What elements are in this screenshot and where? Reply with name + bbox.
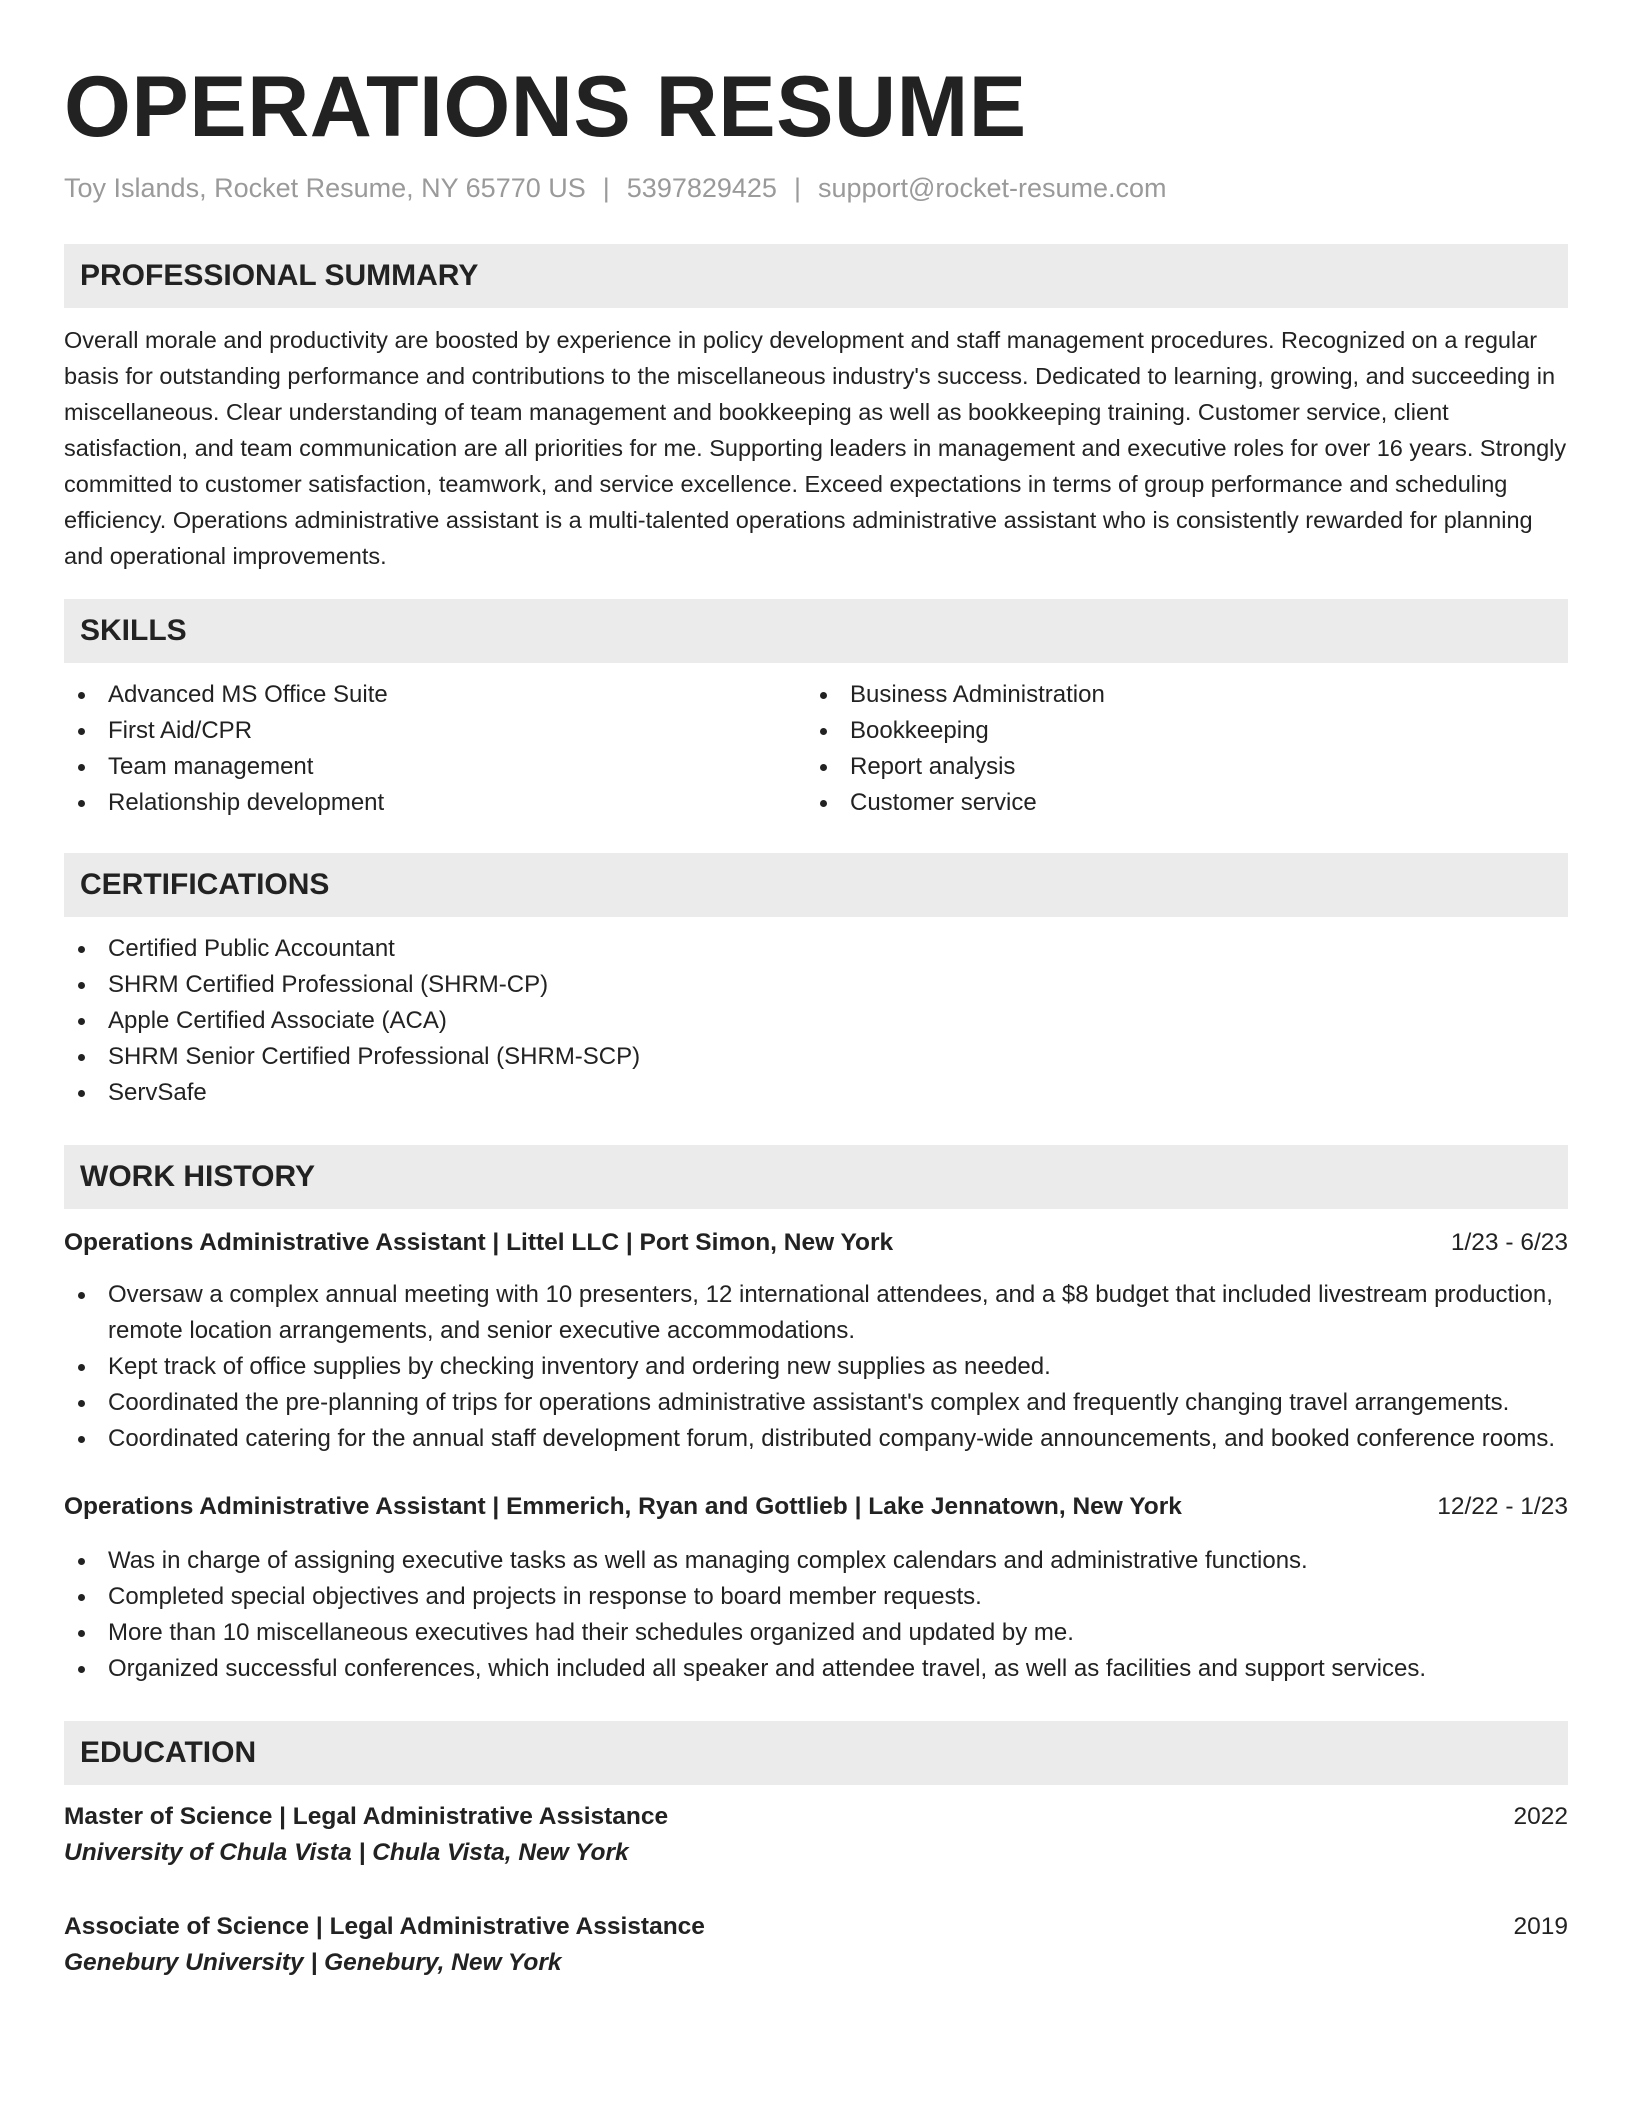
job-bullet: Completed special objectives and projects in response to board member requests. [64, 1579, 1568, 1615]
skill-item: Bookkeeping [806, 713, 1548, 749]
job-title: Operations Administrative Assistant | Littel LLC | Port Simon, New York [64, 1228, 894, 1256]
job-bullet: Oversaw a complex annual meeting with 10 presenters, 12 international attendees, and a $8 budget that included livestream production, remote location arrangements, and senior executive accommodations. [64, 1277, 1568, 1349]
skill-item: Relationship development [64, 785, 806, 821]
job-bullet: More than 10 miscellaneous executives had their schedules organized and updated by me. [64, 1615, 1568, 1651]
skills-grid [64, 677, 1568, 821]
certification-item: ServSafe [64, 1075, 1568, 1111]
job-bullet: Was in charge of assigning executive tasks as well as managing complex calendars and administrative functions. [64, 1543, 1568, 1579]
summary-text: Overall morale and productivity are boosted by experience in policy development and staff management procedures. Recognized on a regular basis for outstanding performance and contributions to the miscellaneous industry's success. Dedicated to learning, growing, and succeeding in miscellaneous. Clear understanding of team management and bookkeeping as well as bookkeeping training. Customer service, client satisfaction, and team communication are all priorities for me. Supporting leaders in management and executive roles for over 16 years. Strongly committed to customer satisfaction, teamwork, and service excellence. Exceed expectations in terms of group performance and scheduling efficiency. Operations administrative assistant is a multi-talented operations administrative assistant who is consistently rewarded for planning and operational improvements. [64, 326, 1567, 569]
contact-address: Toy Islands, Rocket Resume, NY 65770 US [64, 172, 586, 203]
skills-list-left [64, 677, 806, 821]
skill-item: Report analysis [806, 749, 1548, 785]
resume-header [64, 60, 1568, 206]
skill-item: Team management [64, 749, 806, 785]
certification-item: SHRM Senior Certified Professional (SHRM-SCP) [64, 1039, 1568, 1075]
contact-email: support@rocket-resume.com [817, 172, 1167, 203]
education-school: Genebury University | Genebury, New York [64, 1948, 562, 1976]
skills-heading: SKILLS [64, 599, 1568, 663]
job-header [64, 1225, 1568, 1261]
contact-line [64, 171, 1568, 206]
certifications-heading: CERTIFICATIONS [64, 853, 1568, 917]
skills-section [64, 599, 1568, 821]
contact-separator: | [793, 172, 801, 203]
certification-item: SHRM Certified Professional (SHRM-CP) [64, 967, 1568, 1003]
job-bullet: Coordinated the pre-planning of trips for operations administrative assistant's complex and frequently changing travel arrangements. [64, 1385, 1568, 1421]
work-history-section [64, 1145, 1568, 1687]
job-bullet: Coordinated catering for the annual staff development forum, distributed company-wide announcements, and booked conference rooms. [64, 1421, 1568, 1457]
job-bullets [64, 1543, 1568, 1687]
education-header [64, 1799, 1568, 1835]
job-title: Operations Administrative Assistant | Emmerich, Ryan and Gottlieb | Lake Jennatown, New York [64, 1492, 1182, 1520]
certifications-list [64, 931, 1568, 1111]
certification-item: Apple Certified Associate (ACA) [64, 1003, 1568, 1039]
skill-item: Customer service [806, 785, 1548, 821]
education-degree: Associate of Science | Legal Administrative Assistance [64, 1912, 705, 1940]
education-heading: EDUCATION [64, 1721, 1568, 1785]
contact-separator: | [602, 172, 610, 203]
contact-phone: 5397829425 [626, 172, 777, 203]
education-year: 2022 [1513, 1802, 1568, 1830]
job-header [64, 1489, 1568, 1525]
education-section [64, 1721, 1568, 1981]
skill-item: First Aid/CPR [64, 713, 806, 749]
education-year: 2019 [1513, 1912, 1568, 1940]
job-bullets [64, 1277, 1568, 1457]
certification-item: Certified Public Accountant [64, 931, 1568, 967]
job-bullet: Kept track of office supplies by checking inventory and ordering new supplies as needed. [64, 1349, 1568, 1385]
summary-heading: PROFESSIONAL SUMMARY [64, 244, 1568, 308]
summary-section [64, 244, 1568, 574]
resume-name: OPERATIONS RESUME [64, 59, 1027, 155]
job-bullet: Organized successful conferences, which included all speaker and attendee travel, as well as facilities and support services. [64, 1651, 1568, 1687]
education-entry [64, 1909, 1568, 1981]
education-degree: Master of Science | Legal Administrative Assistance [64, 1802, 669, 1830]
job-dates: 12/22 - 1/23 [1437, 1492, 1568, 1520]
job-entry [64, 1225, 1568, 1457]
education-entry [64, 1799, 1568, 1871]
skill-item: Advanced MS Office Suite [64, 677, 806, 713]
skills-list-right [806, 677, 1548, 821]
work-history-heading: WORK HISTORY [64, 1145, 1568, 1209]
job-entry [64, 1489, 1568, 1687]
education-school: University of Chula Vista | Chula Vista, New York [64, 1838, 629, 1866]
certifications-section [64, 853, 1568, 1111]
job-dates: 1/23 - 6/23 [1450, 1228, 1568, 1256]
skill-item: Business Administration [806, 677, 1548, 713]
education-header [64, 1909, 1568, 1945]
